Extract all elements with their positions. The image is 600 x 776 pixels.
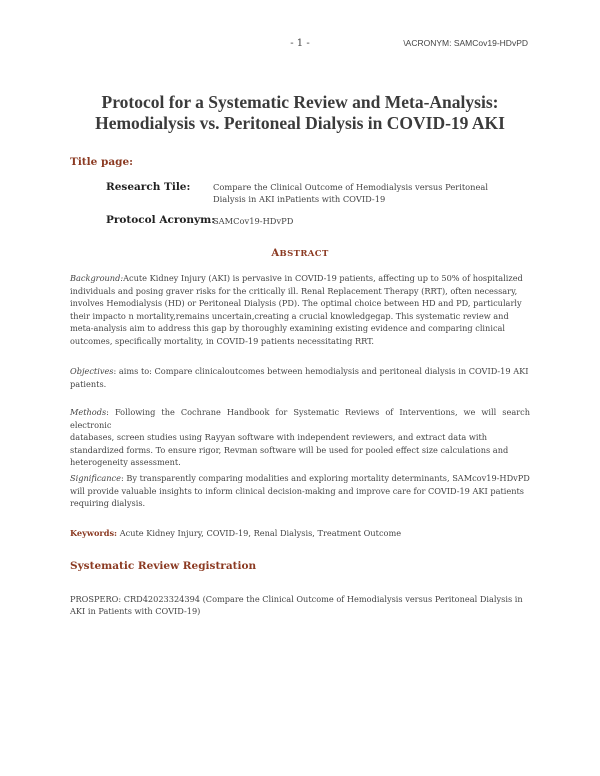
background-line-3: involves Hemodialysis (HD) or Peritoneal Dialysis (PD). The optimal choice between HD and PD, particularly: [70, 298, 522, 309]
background-line-4: their impacto n mortality,remains uncertain,creating a crucial knowledgegap. This systematic review and: [70, 310, 509, 321]
keywords: [70, 528, 401, 538]
methods-line-1: : Following the Cochrane Handbook for Systematic Reviews of Interventions, we will search electronic: [70, 407, 530, 430]
background-line-6: outcomes, specifically mortality, in COVID-19 patients necessitating RRT.: [70, 335, 374, 346]
methods-line-3: standardized forms. To ensure rigor, Revman software will be used for pooled effect size calculations and: [70, 444, 509, 455]
keywords-label: Keywords:: [70, 528, 118, 538]
methods-label: Methods: [70, 407, 107, 417]
protocol-acronym-label: Protocol Acronym:: [106, 214, 216, 226]
page-number: - 1 -: [290, 38, 310, 49]
title-line-1: Protocol for a Systematic Review and Meta-Analysis:: [101, 92, 499, 112]
research-title-value: [213, 182, 488, 205]
objectives-line-2: patients.: [70, 378, 107, 389]
background-label: Background:: [70, 273, 124, 283]
abstract-heading-initial: A: [271, 248, 280, 259]
significance-line-2: will provide valuable insights to inform clinical decision-making and improve care for COVID-19 AKI patients: [70, 485, 525, 496]
research-title-label: Research Tile:: [106, 181, 191, 193]
registration-line-2: AKI in Patients with COVID-19): [70, 606, 201, 616]
research-title-line-1: Compare the Clinical Outcome of Hemodialysis versus Peritoneal: [213, 182, 489, 192]
abstract-background: [70, 272, 530, 348]
title-page-heading: Title page:: [70, 156, 134, 168]
registration-line-1: PROSPERO: CRD42023324394 (Compare the Clinical Outcome of Hemodialysis versus Peritoneal Dialysis in: [70, 594, 523, 604]
objectives-label: Objectives: [70, 366, 114, 376]
background-line-1: Acute Kidney Injury (AKI) is pervasive in COVID-19 patients, affecting up to 50% of hospitalized: [123, 273, 523, 283]
abstract-heading: [0, 248, 600, 259]
research-title-line-2: Dialysis in AKI inPatients with COVID-19: [213, 193, 386, 204]
background-line-2: individuals and posing graver risks for the critically ill. Renal Replacement Therapy (RRT), often necessary,: [70, 285, 518, 296]
significance-line-1: : By transparently comparing modalities and exploring mortality determinants, SAMcov19-HDvPD: [121, 473, 530, 483]
document-title: [60, 92, 540, 134]
objectives-line-1: : aims to: Compare clinicaloutcomes between hemodialysis and peritoneal dialysis in COVID-19 AKI: [113, 366, 529, 376]
significance-label: Significance: [70, 473, 121, 483]
methods-line-4: heterogeneity assessment.: [70, 457, 181, 468]
registration-text: [70, 593, 530, 617]
methods-line-2: databases, screen studies using Rayyan software with independent reviewers, and extract data with: [70, 432, 488, 443]
header-acronym: \ACRONYM: SAMCov19-HDvPD: [403, 38, 528, 48]
keywords-value: Acute Kidney Injury, COVID-19, Renal Dialysis, Treatment Outcome: [117, 528, 402, 538]
significance-line-3: requiring dialysis.: [70, 498, 146, 509]
abstract-significance: [70, 472, 530, 510]
title-line-2: Hemodialysis vs. Peritoneal Dialysis in COVID-19 AKI: [95, 113, 505, 133]
abstract-methods: [70, 406, 530, 469]
abstract-heading-rest: BSTRACT: [279, 249, 329, 259]
abstract-objectives: [70, 365, 530, 390]
protocol-acronym-value: SAMCov19-HDvPD: [213, 216, 294, 226]
background-line-5: meta-analysis aim to address this gap by thoroughly examining existing evidence and comparing clinical: [70, 323, 506, 334]
registration-heading: Systematic Review Registration: [70, 560, 257, 572]
